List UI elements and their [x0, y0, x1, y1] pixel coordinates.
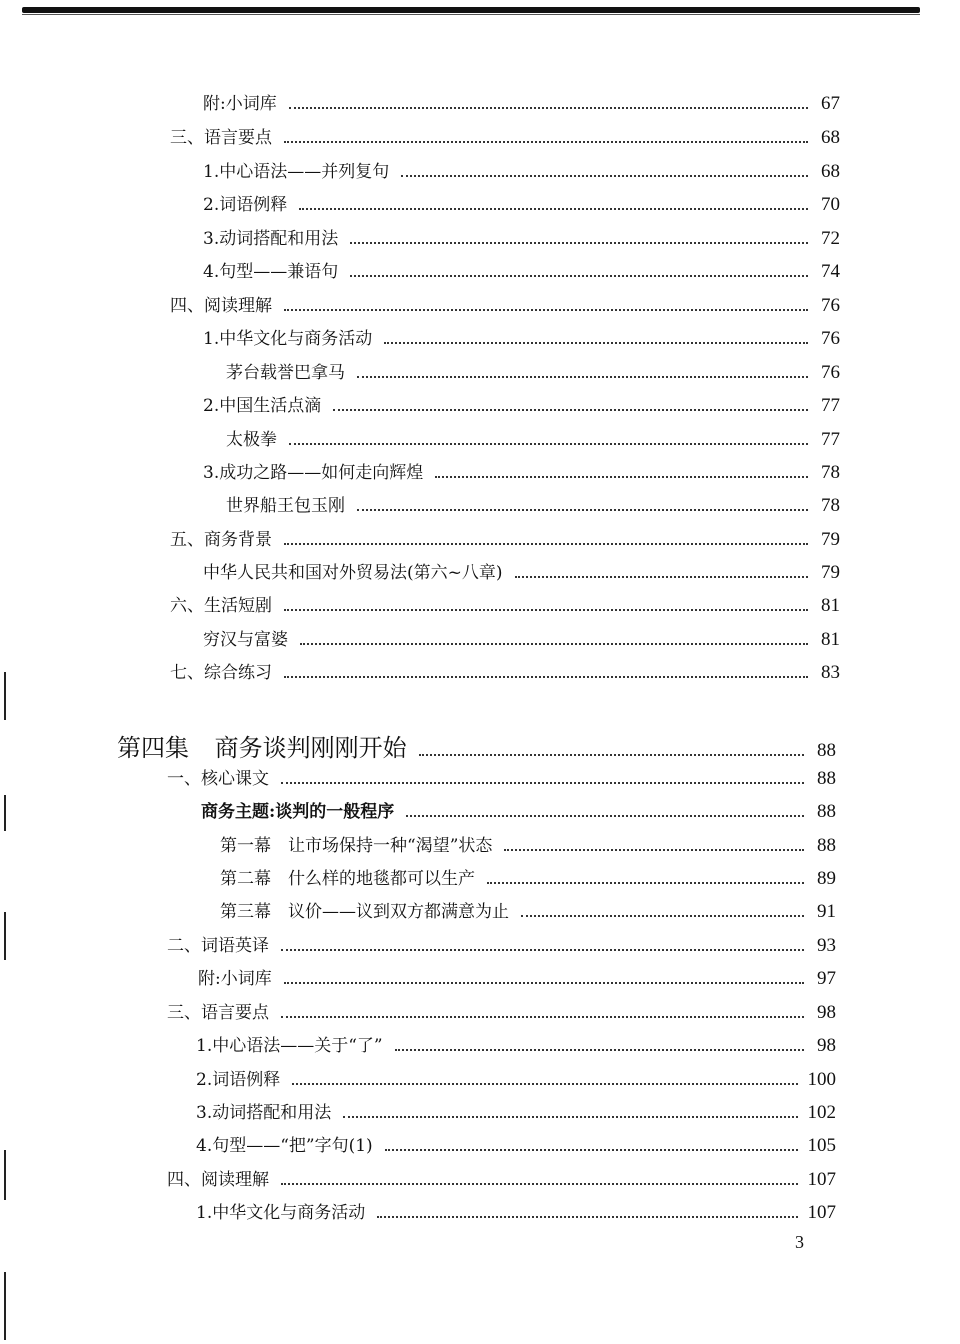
toc-entry-title: 第三幕 议价——议到双方都满意为止 — [220, 902, 509, 922]
toc-entry-title: 四、阅读理解 — [170, 296, 272, 316]
dot-leader — [435, 475, 808, 478]
toc-entry-page: 72 — [821, 228, 840, 249]
scan-mark — [4, 1272, 6, 1340]
toc-entry — [203, 157, 840, 181]
toc-entry-title: 附:小词库 — [198, 969, 272, 989]
toc-entry-title: 商务主题:谈判的一般程序 — [201, 802, 395, 822]
dot-leader — [284, 675, 808, 678]
dot-leader — [284, 542, 808, 545]
dot-leader — [281, 1015, 804, 1018]
dot-leader — [377, 1215, 797, 1218]
toc-entry — [196, 1198, 836, 1222]
toc-entry-title: 第四集 商务谈判刚刚开始 — [117, 734, 407, 762]
dot-leader — [281, 948, 804, 951]
toc-entry — [170, 123, 840, 147]
toc-entry-title: 3.动词搭配和用法 — [196, 1103, 332, 1123]
toc-entry-page: 76 — [821, 295, 840, 316]
toc-entry-page: 74 — [821, 261, 840, 282]
scan-mark — [4, 912, 6, 960]
dot-leader — [289, 442, 808, 445]
toc-entry — [226, 425, 840, 449]
toc-entry-page: 81 — [821, 629, 840, 650]
dot-leader — [357, 375, 808, 378]
dot-leader — [289, 106, 808, 109]
toc-entry — [198, 964, 836, 988]
toc-entry-title: 4.句型——“把”字句(1) — [196, 1136, 373, 1156]
toc-entry-page: 98 — [817, 1035, 836, 1056]
toc-entry-page: 68 — [821, 161, 840, 182]
dot-leader — [406, 814, 804, 817]
toc-entry-title: 七、综合练习 — [170, 663, 272, 683]
toc-entry — [203, 324, 840, 348]
dot-leader — [300, 642, 808, 645]
dot-leader — [292, 1082, 797, 1085]
toc-entry — [203, 458, 840, 482]
toc-entry — [203, 625, 840, 649]
toc-entry — [220, 897, 836, 921]
dot-leader — [343, 1115, 797, 1118]
dot-leader — [350, 241, 808, 244]
dot-leader — [515, 575, 808, 578]
toc-entry-page: 78 — [821, 462, 840, 483]
toc-entry-title: 1.中华文化与商务活动 — [203, 329, 373, 349]
toc-entry-title: 世界船王包玉刚 — [226, 496, 345, 516]
dot-leader — [487, 881, 804, 884]
toc-entry-page: 89 — [817, 868, 836, 889]
toc-entry-page: 100 — [807, 1069, 836, 1090]
toc-entry-page: 78 — [821, 495, 840, 516]
toc-entry-page: 107 — [807, 1169, 836, 1190]
toc-entry-page: 77 — [821, 429, 840, 450]
toc-entry — [220, 864, 836, 888]
toc-entry-title: 1.中心语法——并列复句 — [203, 162, 390, 182]
toc-entry-page: 107 — [807, 1202, 836, 1223]
toc-entry-title: 2.中国生活点滴 — [203, 396, 322, 416]
toc-entry-page: 88 — [817, 801, 836, 822]
page-number: 3 — [795, 1232, 804, 1252]
toc-entry-page: 81 — [821, 595, 840, 616]
dot-leader — [401, 174, 808, 177]
toc-entry — [196, 1065, 836, 1089]
toc-entry — [203, 89, 840, 113]
toc-entry — [203, 257, 840, 281]
toc-entry-page: 98 — [817, 1002, 836, 1023]
dot-leader — [299, 207, 808, 210]
toc-entry-page: 97 — [817, 968, 836, 989]
toc-entry-title: 太极拳 — [226, 430, 277, 450]
toc-entry-page: 79 — [821, 562, 840, 583]
toc-entry — [226, 491, 840, 515]
toc-entry-title: 第一幕 让市场保持一种“渴望”状态 — [220, 836, 493, 856]
toc-entry — [167, 931, 836, 955]
toc-entry-page: 102 — [807, 1102, 836, 1123]
dot-leader — [384, 341, 808, 344]
toc-entry-title: 三、语言要点 — [167, 1003, 269, 1023]
toc-entry — [170, 291, 840, 315]
toc-entry-title: 3.成功之路——如何走向辉煌 — [203, 463, 424, 483]
toc-entry-title: 2.词语例释 — [203, 195, 288, 215]
toc-entry-title: 一、核心课文 — [167, 769, 269, 789]
toc-entry-title: 1.中华文化与商务活动 — [196, 1203, 366, 1223]
toc-entry-page: 91 — [817, 901, 836, 922]
toc-entry-page: 93 — [817, 935, 836, 956]
dot-leader — [284, 981, 804, 984]
toc-entry — [170, 591, 840, 615]
toc-entry — [226, 358, 840, 382]
dot-leader — [357, 508, 808, 511]
toc-entry — [196, 1098, 836, 1122]
toc-entry-page: 70 — [821, 194, 840, 215]
toc-entry-title: 茅台载誉巴拿马 — [226, 363, 345, 383]
toc-entry-page: 83 — [821, 662, 840, 683]
toc-entry — [167, 1165, 836, 1189]
toc-entry — [201, 797, 836, 821]
toc-entry-title: 1.中心语法——关于“了” — [196, 1036, 383, 1056]
dot-leader — [284, 608, 808, 611]
toc-entry-title: 附:小词库 — [203, 94, 277, 114]
toc-entry-page: 88 — [817, 768, 836, 789]
toc-entry — [170, 525, 840, 549]
toc-entry-page: 76 — [821, 362, 840, 383]
toc-entry-title: 穷汉与富婆 — [203, 630, 288, 650]
dot-leader — [284, 308, 808, 311]
toc-entry-title: 五、商务背景 — [170, 530, 272, 550]
dot-leader — [385, 1148, 798, 1151]
toc-entry-page: 88 — [817, 740, 836, 761]
toc-entry — [220, 831, 836, 855]
toc-entry-page: 79 — [821, 529, 840, 550]
toc-entry-page: 88 — [817, 835, 836, 856]
scan-mark — [4, 1150, 6, 1200]
toc-entry-title: 第二幕 什么样的地毯都可以生产 — [220, 869, 475, 889]
dot-leader — [281, 781, 804, 784]
toc-entry-title: 二、词语英译 — [167, 936, 269, 956]
toc-chapter-entry — [117, 728, 836, 762]
scan-mark — [4, 672, 6, 720]
toc-entry — [203, 224, 840, 248]
dot-leader — [395, 1048, 804, 1051]
toc-entry-title: 四、阅读理解 — [167, 1170, 269, 1190]
toc-entry-page: 77 — [821, 395, 840, 416]
top-border-thin — [22, 14, 920, 15]
dot-leader — [333, 408, 808, 411]
dot-leader — [281, 1182, 798, 1185]
toc-entry-title: 三、语言要点 — [170, 128, 272, 148]
toc-entry — [203, 558, 840, 582]
toc-entry-title: 4.句型——兼语句 — [203, 262, 339, 282]
toc-entry-page: 76 — [821, 328, 840, 349]
toc-entry-page: 68 — [821, 127, 840, 148]
toc-entry — [167, 764, 836, 788]
toc-entry-title: 中华人民共和国对外贸易法(第六~八章) — [203, 563, 503, 583]
toc-entry — [203, 190, 840, 214]
toc-entry-title: 六、生活短剧 — [170, 596, 272, 616]
toc-entry — [196, 1131, 836, 1155]
top-border — [22, 7, 920, 13]
dot-leader — [521, 914, 804, 917]
toc-entry — [203, 391, 840, 415]
scan-mark — [4, 795, 6, 831]
toc-entry-title: 2.词语例释 — [196, 1070, 281, 1090]
dot-leader — [504, 848, 804, 851]
dot-leader — [419, 753, 804, 756]
dot-leader — [284, 140, 808, 143]
toc-entry-page: 67 — [821, 93, 840, 114]
dot-leader — [350, 274, 808, 277]
toc-entry-title: 3.动词搭配和用法 — [203, 229, 339, 249]
toc-entry-page: 105 — [807, 1135, 836, 1156]
toc-entry — [196, 1031, 836, 1055]
toc-entry — [170, 658, 840, 682]
toc-entry — [167, 998, 836, 1022]
